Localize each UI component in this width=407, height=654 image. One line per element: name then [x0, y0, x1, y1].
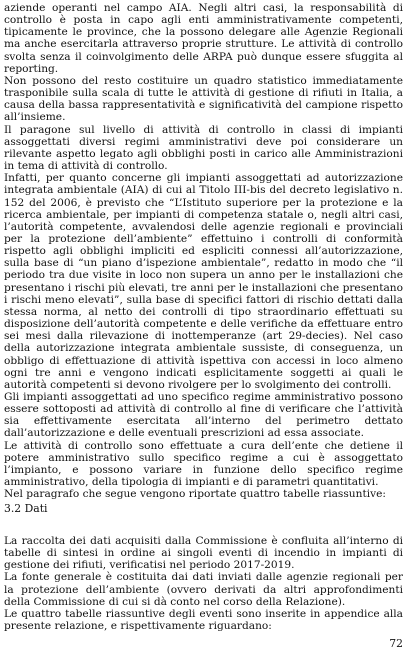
body-text-top: [4, 2, 403, 500]
paragraph: Le quattro tabelle riassuntive degli eventi sono inserite in appendice alla presente relazione, e rispettivamente riguardano:: [4, 607, 403, 633]
paragraph: Il paragone sul livello di attività di controllo in classi di impianti assoggettati diversi regimi amministrativi deve poi considerare un rilevante aspetto legato agli obblighi posti in carico alle Amministrazioni in tema di attività di controllo.: [4, 123, 403, 173]
body-text-bottom: [4, 535, 403, 632]
paragraph: Le attività di controllo sono effettuate a cura dell’ente che detiene il potere amministrativo sullo specifico regime a cui è assoggettato l’impianto, e possono variare in funzione dello specifico regime amministrativo, della tipologia di impianti e di parametri quantitativi.: [4, 439, 403, 489]
section-heading: 3.2 Dati: [4, 502, 48, 515]
paragraph: Non possono del resto costituire un quadro statistico immediatamente trasponibile sulla scala di tutte le attività di gestione di rifiuti in Italia, a causa della bassa rappresentatività e significatività del campione rispetto all’insieme.: [4, 74, 403, 124]
paragraph: La fonte generale è costituita dai dati inviati dalle agenzie regionali per la protezione dell’ambiente (ovvero derivati da altri approfondimenti della Commissione di cui si dà conto nel corso della Relazione).: [4, 571, 403, 608]
paragraph: aziende operanti nel campo AIA. Negli altri casi, la responsabilità di controllo è posta in capo agli enti amministrativamente competenti, tipicamente le province, che la possono delegare alle Agenzie Regionali ma anche esercitarla attraverso proprie strutture. Le attività di controllo svolta senza il coinvolgimento delle ARPA può dunque essere sfuggita al reporting.: [4, 2, 403, 75]
paragraph: Infatti, per quanto concerne gli impianti assoggettati ad autorizzazione integrata ambientale (AIA) di cui al Titolo III-bis del decreto legislativo n. 152 del 2006, è previsto che “L’Istituto superiore per la protezione e la ricerca ambientale, per impianti di competenza statale o, negli altri casi, l’autorità competente, avvalendosi delle agenzie regionali e provinciali per la protezione dell’ambiente” effettuino i controlli di conformità rispetto agli obblighi impliciti ed espliciti connessi all’autorizzazione, sulla base di “un piano d’ispezione ambientale”, redatto in modo che “il periodo tra due visite in loco non supera un anno per le installazioni che presentano i rischi più elevati, tre anni per le installazioni che presentano i rischi meno elevati”, sulla base di specifici fattori di rischio dettati dalla stessa norma, al netto dei controlli di tipo straordinario effettuati su disposizione dell’autorità competente e delle verifiche da effettuare entro sei mesi dalla rilevazione di inottemperanze (art 29-decies). Nel caso della autorizzazione integrata ambientale sussiste, di conseguenza, un obbligo di effettuazione di attività ispettiva con accessi in loco almeno ogni tre anni e vengono indicati esplicitamente soggetti ai quali le autorità competenti si devono rivolgere per lo svolgimento dei controlli.: [4, 172, 403, 391]
paragraph: La raccolta dei dati acquisiti dalla Commissione è confluita all’interno di tabelle di sintesi in ordine ai singoli eventi di incendio in impianti di gestione dei rifiuti, verificatisi nel periodo 2017-2019.: [4, 535, 403, 572]
paragraph: Nel paragrafo che segue vengono riportate quattro tabelle riassuntive:: [4, 488, 386, 501]
page-number: 72: [389, 637, 403, 650]
paragraph: Gli impianti assoggettati ad uno specifico regime amministrativo possono essere sottoposti ad attività di controllo al fine di verificare che l’attività sia effettivamente esercitata all’interno del perimetro dettato dall’autorizzazione e delle eventuali prescrizioni ad essa associate.: [4, 391, 403, 440]
